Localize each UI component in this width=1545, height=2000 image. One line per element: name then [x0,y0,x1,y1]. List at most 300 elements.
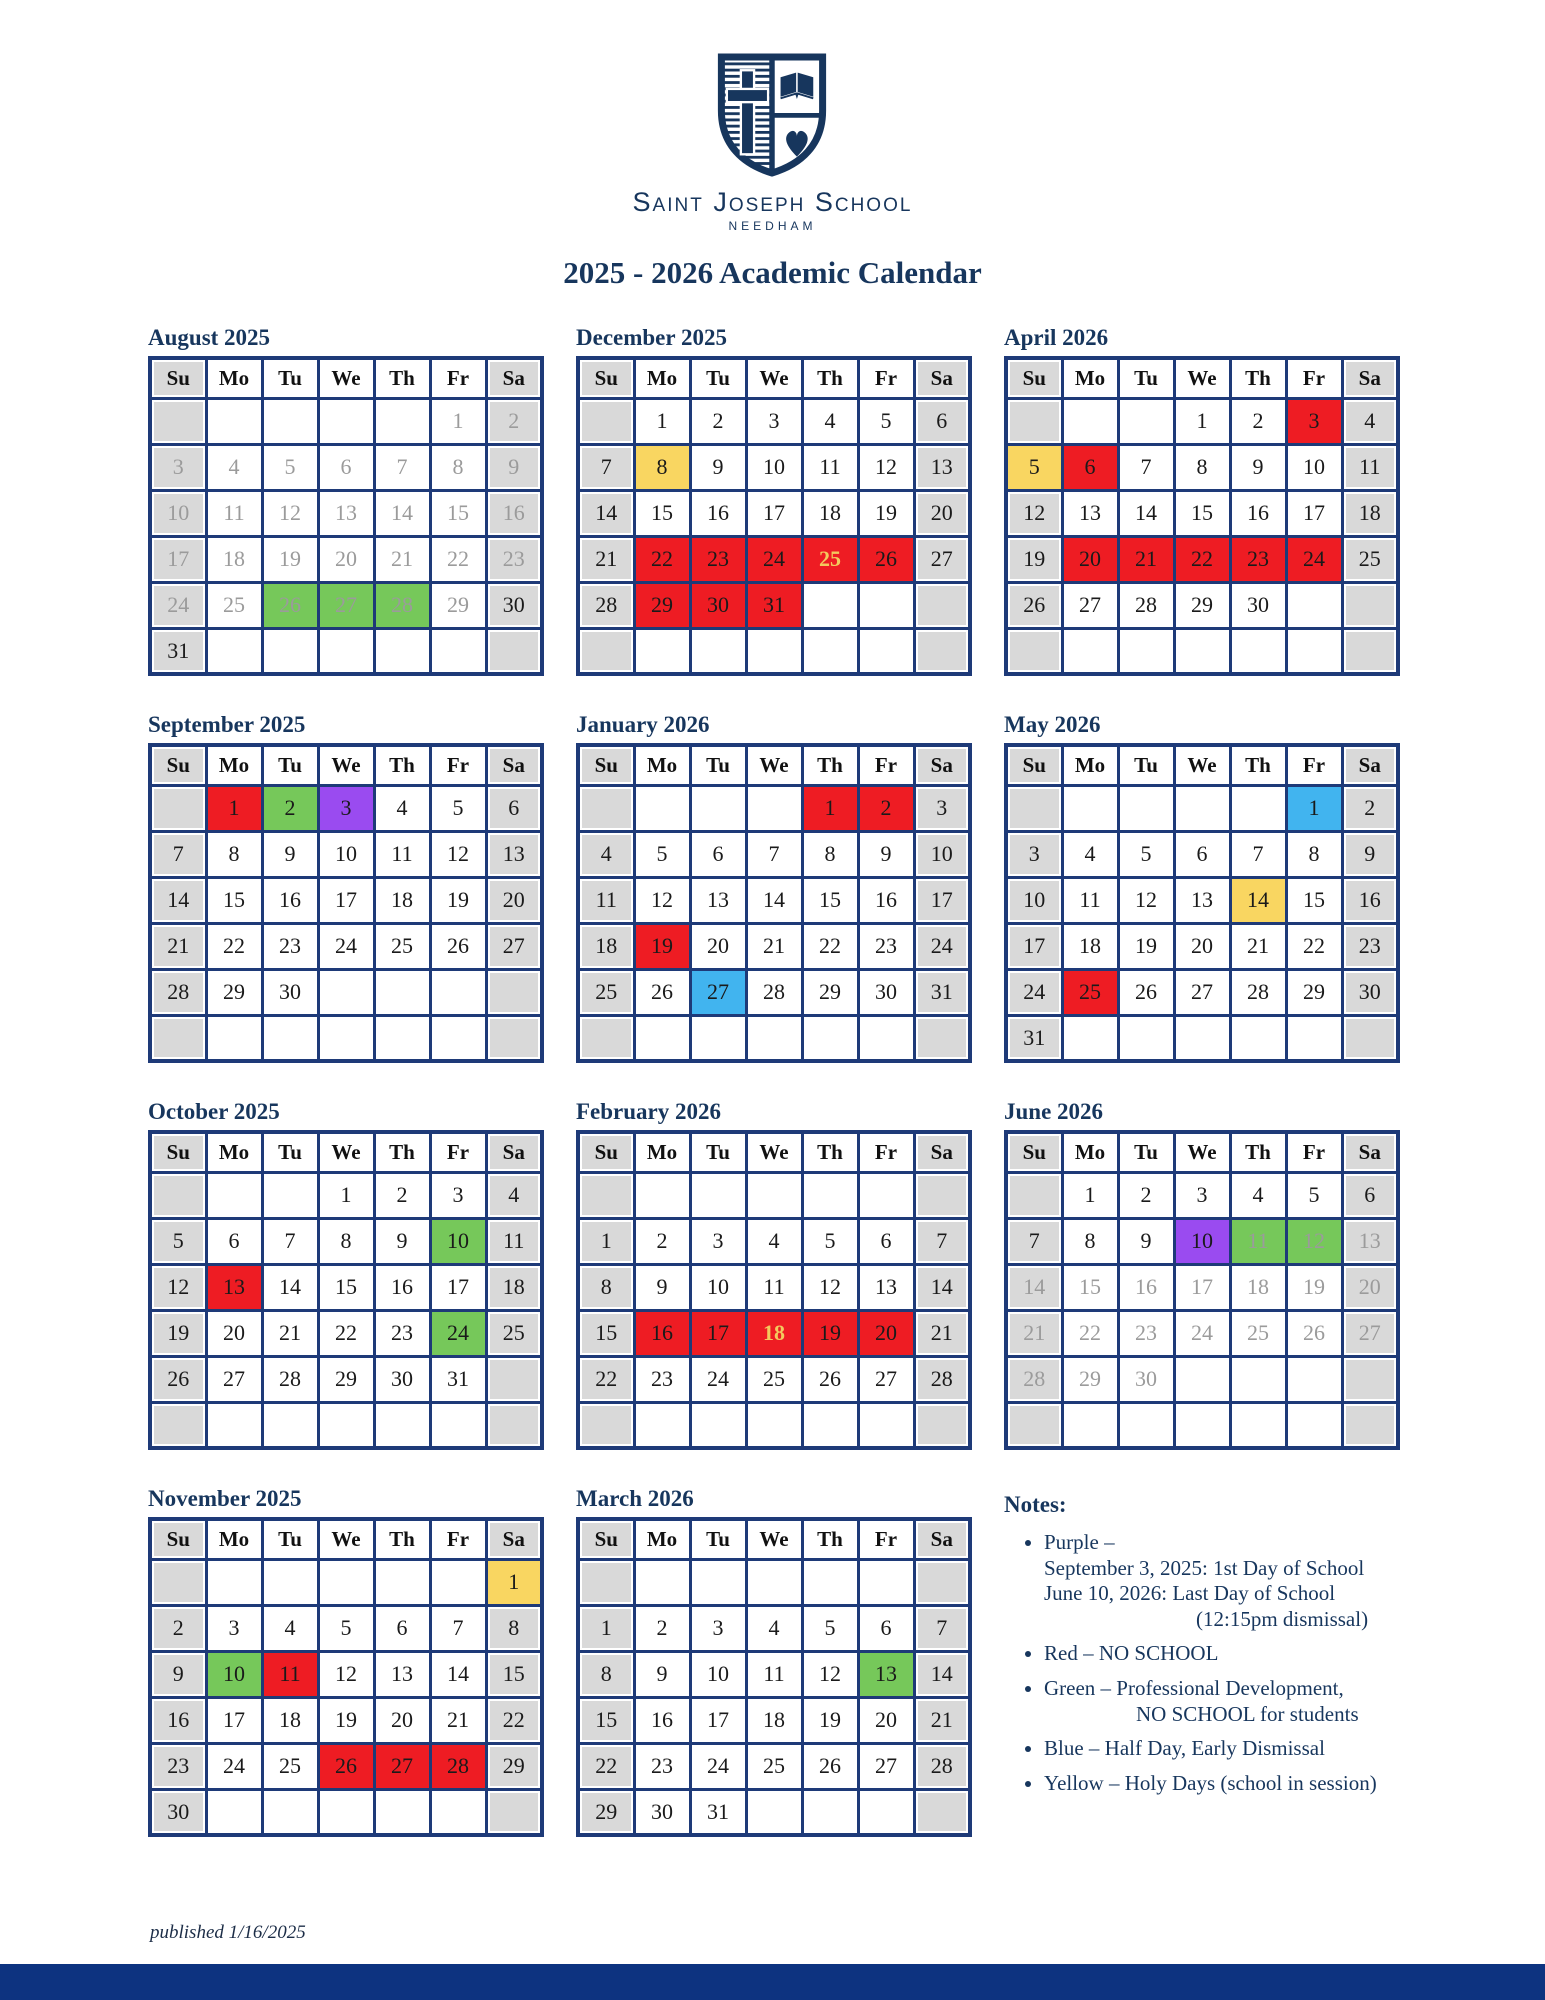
day-number: 26 [1023,592,1046,617]
empty-cell [206,1402,262,1448]
day-number: 15 [223,887,245,912]
day-cell [1174,1310,1230,1356]
day-number: 20 [707,933,729,958]
day-number: 26 [279,592,301,617]
day-number: 12 [875,454,897,479]
day-number: 27 [930,546,953,571]
weekday-header: Th [1230,358,1286,398]
day-cell [262,1356,318,1402]
day-cell [206,1651,262,1697]
day-number: 15 [651,500,673,525]
day-number: 11 [595,887,617,912]
day-number: 20 [1358,1274,1381,1299]
empty-cell [1342,1402,1398,1448]
day-cell [206,923,262,969]
day-cell [1174,831,1230,877]
day-number: 23 [651,1753,673,1778]
day-cell [634,490,690,536]
day-cell [430,398,486,444]
day-number: 21 [447,1707,469,1732]
day-number: 5 [656,841,668,866]
day-number: 19 [1303,1274,1325,1299]
day-cell [262,1743,318,1789]
day-number: 16 [651,1320,673,1345]
day-number: 22 [651,546,673,571]
empty-cell [1286,1356,1342,1402]
month-august-2025 [148,325,548,676]
day-number: 12 [1135,887,1157,912]
empty-cell [858,1789,914,1835]
month-title: December 2025 [576,325,727,350]
day-number: 10 [707,1661,729,1686]
weekday-header: Th [802,1519,858,1559]
day-number: 9 [508,454,520,479]
day-number: 13 [335,500,357,525]
day-cell [578,877,634,923]
day-cell [634,1697,690,1743]
empty-cell [1286,1015,1342,1061]
weekday-header: Fr [858,745,914,785]
day-cell [746,877,802,923]
day-number: 3 [936,795,948,820]
day-cell [802,536,858,582]
day-number: 7 [172,841,184,866]
day-number: 5 [824,1615,836,1640]
day-cell [1230,1264,1286,1310]
day-cell [318,490,374,536]
day-cell [578,1605,634,1651]
month-title: September 2025 [148,712,306,737]
day-cell [262,1697,318,1743]
day-number: 17 [335,887,357,912]
empty-cell [858,628,914,674]
day-number: 18 [763,1320,785,1345]
weekday-header: Su [1006,358,1062,398]
day-cell [914,1697,970,1743]
weekday-header: Sa [486,358,542,398]
day-cell [486,1310,542,1356]
empty-cell [1174,1356,1230,1402]
weekday-header: Fr [1286,1132,1342,1172]
day-number: 1 [452,408,464,433]
day-number: 3 [712,1228,724,1253]
day-cell [746,582,802,628]
empty-cell [634,785,690,831]
weekday-header: Su [150,358,206,398]
day-number: 26 [819,1753,841,1778]
day-cell [690,1605,746,1651]
day-number: 15 [502,1661,525,1686]
day-number: 16 [502,500,525,525]
day-cell [486,582,542,628]
day-cell [1286,490,1342,536]
day-cell [858,444,914,490]
day-number: 23 [391,1320,413,1345]
day-cell [578,1789,634,1835]
empty-cell [1230,1015,1286,1061]
day-number: 27 [875,1366,897,1391]
day-cell [374,1651,430,1697]
day-number: 22 [819,933,841,958]
day-number: 24 [1023,979,1046,1004]
weekday-header: Tu [1118,358,1174,398]
day-cell [262,923,318,969]
weekday-header: Mo [1062,1132,1118,1172]
note-line: NO SCHOOL for students [1136,1701,1359,1726]
empty-cell [206,398,262,444]
empty-cell [262,1559,318,1605]
empty-cell [374,398,430,444]
day-number: 5 [284,454,296,479]
day-cell [262,490,318,536]
day-cell [486,785,542,831]
day-cell [486,1559,542,1605]
empty-cell [1230,1356,1286,1402]
empty-cell [1118,398,1174,444]
day-number: 3 [172,454,184,479]
day-number: 13 [391,1661,413,1686]
empty-cell [1342,1015,1398,1061]
day-cell [150,490,206,536]
day-cell [690,1651,746,1697]
day-number: 7 [396,454,408,479]
empty-cell [486,1015,542,1061]
day-number: 7 [452,1615,464,1640]
day-number: 28 [447,1753,469,1778]
day-number: 27 [502,933,525,958]
day-cell [802,398,858,444]
day-cell [1006,1218,1062,1264]
day-cell [150,628,206,674]
month-title: March 2026 [576,1486,694,1511]
empty-cell [318,628,374,674]
day-number: 25 [279,1753,301,1778]
day-number: 31 [763,592,785,617]
day-number: 6 [228,1228,240,1253]
day-number: 19 [819,1320,841,1345]
day-cell [430,1651,486,1697]
day-cell [690,1789,746,1835]
weekday-header: Mo [206,358,262,398]
day-number: 3 [228,1615,240,1640]
empty-cell [858,1559,914,1605]
day-cell [374,923,430,969]
day-cell [914,444,970,490]
day-number: 11 [279,1661,301,1686]
weekday-header: We [746,745,802,785]
day-cell [430,1743,486,1789]
day-cell [634,1605,690,1651]
day-cell [914,398,970,444]
day-number: 24 [167,592,190,617]
school-logo [633,50,913,232]
day-cell [262,1218,318,1264]
day-number: 19 [447,887,469,912]
day-cell [1006,444,1062,490]
weekday-header: Mo [634,1519,690,1559]
empty-cell [578,1402,634,1448]
day-number: 27 [391,1753,413,1778]
day-cell [690,1356,746,1402]
day-number: 1 [1308,795,1320,820]
day-cell [430,831,486,877]
month-title: May 2026 [1004,712,1101,737]
day-number: 2 [508,408,520,433]
day-number: 13 [1358,1228,1381,1253]
day-number: 9 [656,1661,668,1686]
day-cell [578,923,634,969]
day-number: 20 [223,1320,245,1345]
day-cell [634,923,690,969]
day-number: 24 [707,1753,729,1778]
day-number: 10 [1023,887,1046,912]
day-cell [1174,490,1230,536]
weekday-header: Th [1230,1132,1286,1172]
weekday-header: Su [150,1519,206,1559]
day-number: 13 [875,1274,897,1299]
empty-cell [802,628,858,674]
day-cell [1118,582,1174,628]
day-number: 16 [707,500,729,525]
day-cell [914,1743,970,1789]
day-cell [1174,923,1230,969]
day-number: 28 [1023,1366,1046,1391]
weekday-header: We [1174,1132,1230,1172]
day-cell [1118,969,1174,1015]
day-number: 21 [1247,933,1269,958]
day-number: 25 [1358,546,1381,571]
day-cell [746,1264,802,1310]
day-number: 24 [447,1320,469,1345]
day-cell [206,1356,262,1402]
day-number: 7 [600,454,612,479]
day-cell [858,490,914,536]
day-cell [634,831,690,877]
empty-cell [1062,785,1118,831]
day-cell [1286,398,1342,444]
day-number: 8 [656,454,668,479]
day-number: 15 [595,1320,618,1345]
day-number: 28 [930,1753,953,1778]
day-number: 16 [1358,887,1381,912]
day-cell [746,1697,802,1743]
day-cell [1286,785,1342,831]
weekday-header: Tu [262,358,318,398]
day-number: 29 [651,592,673,617]
day-number: 29 [502,1753,525,1778]
weekday-header: Tu [690,358,746,398]
day-cell [1118,877,1174,923]
day-cell [746,1605,802,1651]
day-cell [578,490,634,536]
day-number: 24 [1191,1320,1213,1345]
empty-cell [318,398,374,444]
day-number: 20 [1079,546,1101,571]
empty-cell [318,1789,374,1835]
weekday-header: Su [150,745,206,785]
day-number: 25 [502,1320,525,1345]
months-grid [148,325,1545,1837]
day-number: 15 [819,887,841,912]
month-table [148,1517,544,1837]
day-number: 2 [172,1615,184,1640]
day-number: 17 [1191,1274,1213,1299]
weekday-header: Tu [690,745,746,785]
day-cell [1006,1264,1062,1310]
day-cell [1062,877,1118,923]
empty-cell [802,582,858,628]
month-title: October 2025 [148,1099,280,1124]
day-number: 21 [930,1707,953,1732]
day-number: 29 [1191,592,1213,617]
day-cell [262,969,318,1015]
day-number: 9 [396,1228,408,1253]
day-cell [802,1264,858,1310]
weekday-header: Th [802,358,858,398]
day-cell [262,877,318,923]
day-cell [374,877,430,923]
day-cell [150,1264,206,1310]
day-cell [1230,1310,1286,1356]
day-number: 14 [279,1274,301,1299]
day-number: 14 [1023,1274,1046,1299]
day-cell [318,1356,374,1402]
day-cell [430,444,486,490]
day-cell [430,1605,486,1651]
day-cell [1230,582,1286,628]
empty-cell [914,1789,970,1835]
day-number: 7 [1028,1228,1040,1253]
day-cell [802,1697,858,1743]
note-line: (12:15pm dismissal) [1196,1606,1369,1631]
day-cell [262,785,318,831]
day-cell [578,1651,634,1697]
day-cell [690,582,746,628]
note-item [1044,1771,1404,1797]
day-cell [858,877,914,923]
month-table [1004,1130,1400,1450]
day-number: 7 [1140,454,1152,479]
empty-cell [1174,1402,1230,1448]
weekday-header: Mo [206,1132,262,1172]
empty-cell [914,628,970,674]
day-cell [374,1264,430,1310]
day-cell [802,490,858,536]
day-cell [1342,444,1398,490]
day-cell [1342,969,1398,1015]
day-number: 31 [167,637,190,663]
weekday-header: Tu [262,1519,318,1559]
weekday-header: Tu [690,1132,746,1172]
empty-cell [430,1015,486,1061]
month-december-2025 [576,325,976,676]
day-cell [150,1310,206,1356]
day-number: 10 [763,454,785,479]
day-cell [914,923,970,969]
day-number: 12 [335,1661,357,1686]
day-number: 23 [279,933,301,958]
day-number: 28 [167,979,190,1004]
day-cell [1006,969,1062,1015]
day-number: 11 [1247,1228,1269,1253]
day-cell [318,536,374,582]
day-cell [1230,877,1286,923]
day-cell [430,785,486,831]
empty-cell [690,628,746,674]
month-table [148,356,544,676]
day-number: 2 [1140,1182,1152,1207]
day-cell [1118,1264,1174,1310]
day-cell [746,490,802,536]
day-cell [486,1651,542,1697]
day-cell [374,536,430,582]
day-number: 15 [595,1707,618,1732]
day-cell [914,1264,970,1310]
day-number: 19 [875,500,897,525]
day-cell [634,1651,690,1697]
day-cell [578,1697,634,1743]
school-name: Saint Joseph School [632,187,913,217]
month-table [148,1130,544,1450]
weekday-header: Tu [262,1132,318,1172]
empty-cell [1342,582,1398,628]
day-number: 29 [1303,979,1325,1004]
day-cell [318,923,374,969]
day-cell [634,1743,690,1789]
day-number: 14 [930,1274,953,1299]
day-number: 30 [707,592,729,617]
day-cell [858,785,914,831]
day-number: 25 [763,1753,785,1778]
empty-cell [150,398,206,444]
day-cell [1342,398,1398,444]
weekday-header: We [318,745,374,785]
day-number: 24 [335,933,357,958]
day-number: 3 [1308,408,1320,433]
day-number: 31 [707,1798,729,1824]
empty-cell [318,969,374,1015]
day-number: 1 [340,1182,352,1207]
weekday-header: Su [578,1132,634,1172]
empty-cell [1286,1402,1342,1448]
day-number: 13 [875,1661,897,1686]
day-number: 16 [1135,1274,1157,1299]
day-number: 28 [763,979,785,1004]
page-title: 2025 - 2026 Academic Calendar [563,255,982,290]
day-cell [1174,398,1230,444]
day-number: 28 [279,1366,301,1391]
day-cell [578,582,634,628]
day-cell [690,923,746,969]
day-number: 16 [651,1707,673,1732]
day-cell [374,1743,430,1789]
empty-cell [858,1015,914,1061]
day-number: 28 [1135,592,1157,617]
day-cell [802,1743,858,1789]
empty-cell [374,969,430,1015]
day-cell [206,444,262,490]
day-number: 18 [279,1707,301,1732]
day-number: 20 [875,1320,897,1345]
day-cell [374,831,430,877]
day-number: 30 [1135,1366,1157,1391]
day-cell [858,1218,914,1264]
day-cell [318,831,374,877]
day-number: 19 [1135,933,1157,958]
empty-cell [746,1402,802,1448]
empty-cell [1118,1015,1174,1061]
day-number: 12 [279,500,301,525]
